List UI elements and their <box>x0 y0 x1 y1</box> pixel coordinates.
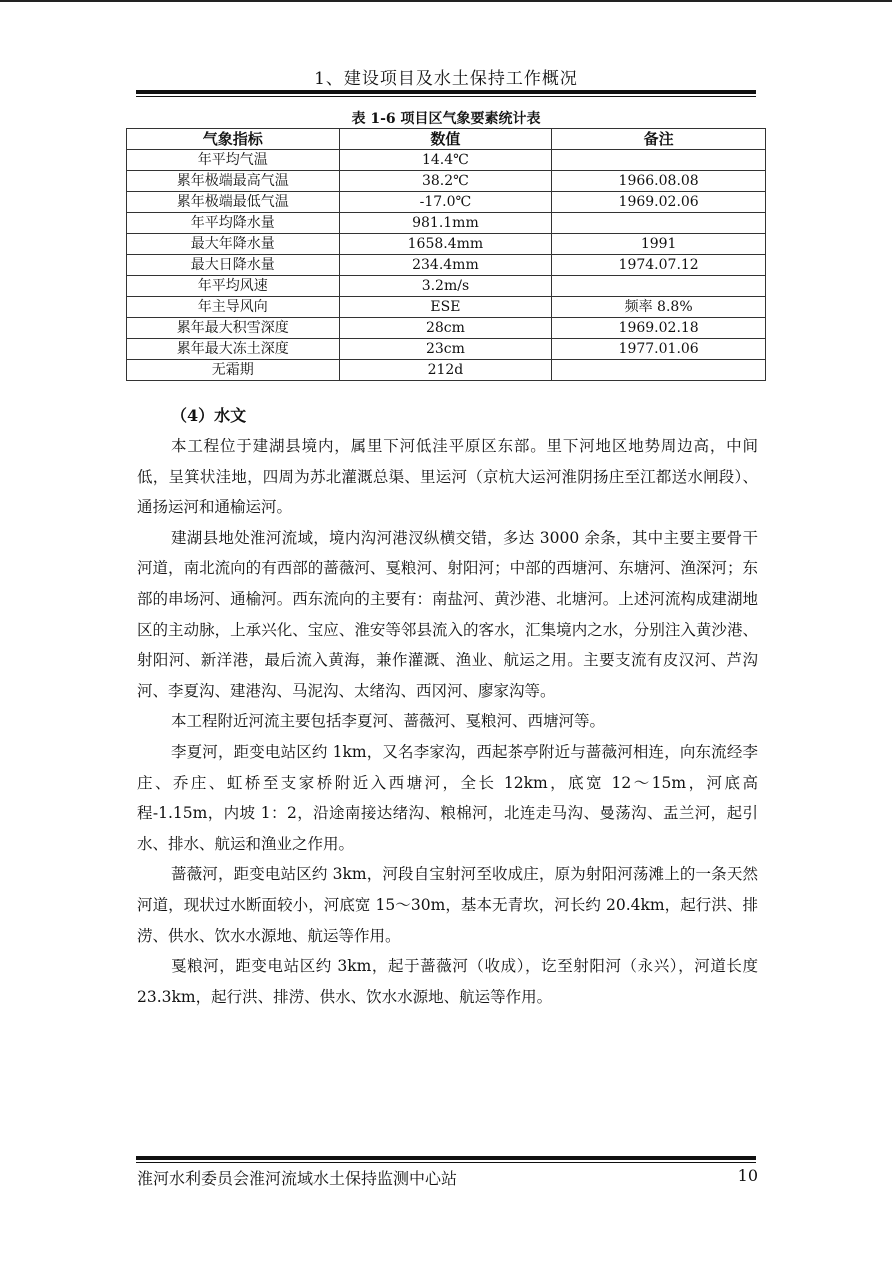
footer-organization: 淮河水利委员会淮河流域水土保持监测中心站 <box>137 1169 458 1188</box>
cell-indicator: 年平均气温 <box>127 150 340 171</box>
cell-indicator: 累年极端最高气温 <box>127 171 340 192</box>
cell-value: 3.2m/s <box>339 276 552 297</box>
cell-indicator: 最大年降水量 <box>127 234 340 255</box>
cell-remark <box>552 276 766 297</box>
cell-remark: 1991 <box>552 234 766 255</box>
cell-value: 38.2℃ <box>339 171 552 192</box>
cell-value: 212d <box>339 360 552 381</box>
table-caption: 表 1-6 项目区气象要素统计表 <box>351 111 541 127</box>
cell-remark <box>552 150 766 171</box>
cell-value: 23cm <box>339 339 552 360</box>
cell-indicator: 累年最大冻土深度 <box>127 339 340 360</box>
cell-remark: 1974.07.12 <box>552 255 766 276</box>
cell-indicator: 最大日降水量 <box>127 255 340 276</box>
table-row <box>127 339 766 360</box>
cell-remark: 1969.02.18 <box>552 318 766 339</box>
page-top-border <box>0 0 892 2</box>
cell-remark: 1977.01.06 <box>552 339 766 360</box>
column-header-remark: 备注 <box>552 129 766 150</box>
header-rule-thick <box>136 90 756 94</box>
table-row <box>127 192 766 213</box>
cell-value: 1658.4mm <box>339 234 552 255</box>
paragraph: 戛粮河，距变电站区约 3km，起于蔷薇河（收成），讫至射阳河（永兴），河道长度 23.3km，起行洪、排涝、供水、饮水水源地、航运等作用。 <box>137 957 758 1006</box>
paragraph: 建湖县地处淮河流域，境内沟河港汊纵横交错，多达 3000 余条，其中主要主要骨干河道，南北流向的有西部的蔷薇河、戛粮河、射阳河；中部的西塘河、东塘河、渔深河；东部的串场河、通榆河。西东流向的主要有：南盐河、黄沙港、北塘河。上述河流构成建湖地区的主动脉，上承兴化、宝应、淮安等邻县流入的客水，汇集境内之水，分别注入黄沙港、射阳河、新洋港，最后流入黄海，兼作灌溉、渔业、航运之用。主要支流有皮汉河、芦沟河、李夏沟、建港沟、马泥沟、太绪沟、西冈河、廖家沟等。 <box>137 528 758 700</box>
table-row <box>127 150 766 171</box>
hydrology-section <box>137 401 758 1012</box>
table-row <box>127 318 766 339</box>
cell-indicator: 年主导风向 <box>127 297 340 318</box>
cell-value: 981.1mm <box>339 213 552 234</box>
table-row <box>127 360 766 381</box>
table-row <box>127 213 766 234</box>
table-row <box>127 297 766 318</box>
page-number: 10 <box>737 1166 758 1185</box>
paragraph: 蔷薇河，距变电站区约 3km，河段自宝射河至收成庄，原为射阳河荡滩上的一条天然河道，现状过水断面较小，河底宽 15～30m，基本无青坎，河长约 20.4km，起行洪、排涝、供水、饮水水源地、航运等作用。 <box>137 865 758 945</box>
header-rule-thin <box>136 96 756 97</box>
table-row <box>127 255 766 276</box>
cell-remark <box>552 360 766 381</box>
paragraph: 李夏河，距变电站区约 1km，又名李家沟，西起茶亭附近与蔷薇河相连，向东流经李庄、乔庄、虹桥至支家桥附近入西塘河，全长 12km，底宽 12～15m，河底高程-1.15m，内坡 1：2，沿途南接达绪沟、粮棉河，北连走马沟、曼荡沟、盂兰河，起引水、排水、航运和渔业之作用。 <box>137 742 758 853</box>
table-header-row <box>127 129 766 150</box>
cell-indicator: 年平均风速 <box>127 276 340 297</box>
cell-value: 28cm <box>339 318 552 339</box>
running-header: 1、建设项目及水土保持工作概况 <box>314 69 578 89</box>
cell-remark <box>552 213 766 234</box>
paragraph: 本工程附近河流主要包括李夏河、蔷薇河、戛粮河、西塘河等。 <box>171 712 606 731</box>
footer-rule-thin <box>136 1162 756 1163</box>
cell-value: ESE <box>339 297 552 318</box>
cell-indicator: 累年极端最低气温 <box>127 192 340 213</box>
cell-remark: 1966.08.08 <box>552 171 766 192</box>
cell-value: 14.4℃ <box>339 150 552 171</box>
column-header-value: 数值 <box>339 129 552 150</box>
paragraph: 本工程位于建湖县境内，属里下河低洼平原区东部。里下河地区地势周边高，中间低，呈箕状洼地，四周为苏北灌溉总渠、里运河（京杭大运河淮阴扬庄至江都送水闸段）、通扬运河和通榆运河。 <box>137 437 758 517</box>
cell-value: -17.0℃ <box>339 192 552 213</box>
column-header-indicator: 气象指标 <box>127 129 340 150</box>
cell-indicator: 累年最大积雪深度 <box>127 318 340 339</box>
table-row <box>127 276 766 297</box>
cell-remark: 1969.02.06 <box>552 192 766 213</box>
cell-indicator: 无霜期 <box>127 360 340 381</box>
cell-value: 234.4mm <box>339 255 552 276</box>
cell-remark: 频率 8.8% <box>552 297 766 318</box>
footer-rule-thick <box>136 1156 756 1160</box>
meteorology-table <box>126 128 766 381</box>
table-row <box>127 171 766 192</box>
cell-indicator: 年平均降水量 <box>127 213 340 234</box>
table-row <box>127 234 766 255</box>
section-heading: （4）水文 <box>171 406 247 425</box>
